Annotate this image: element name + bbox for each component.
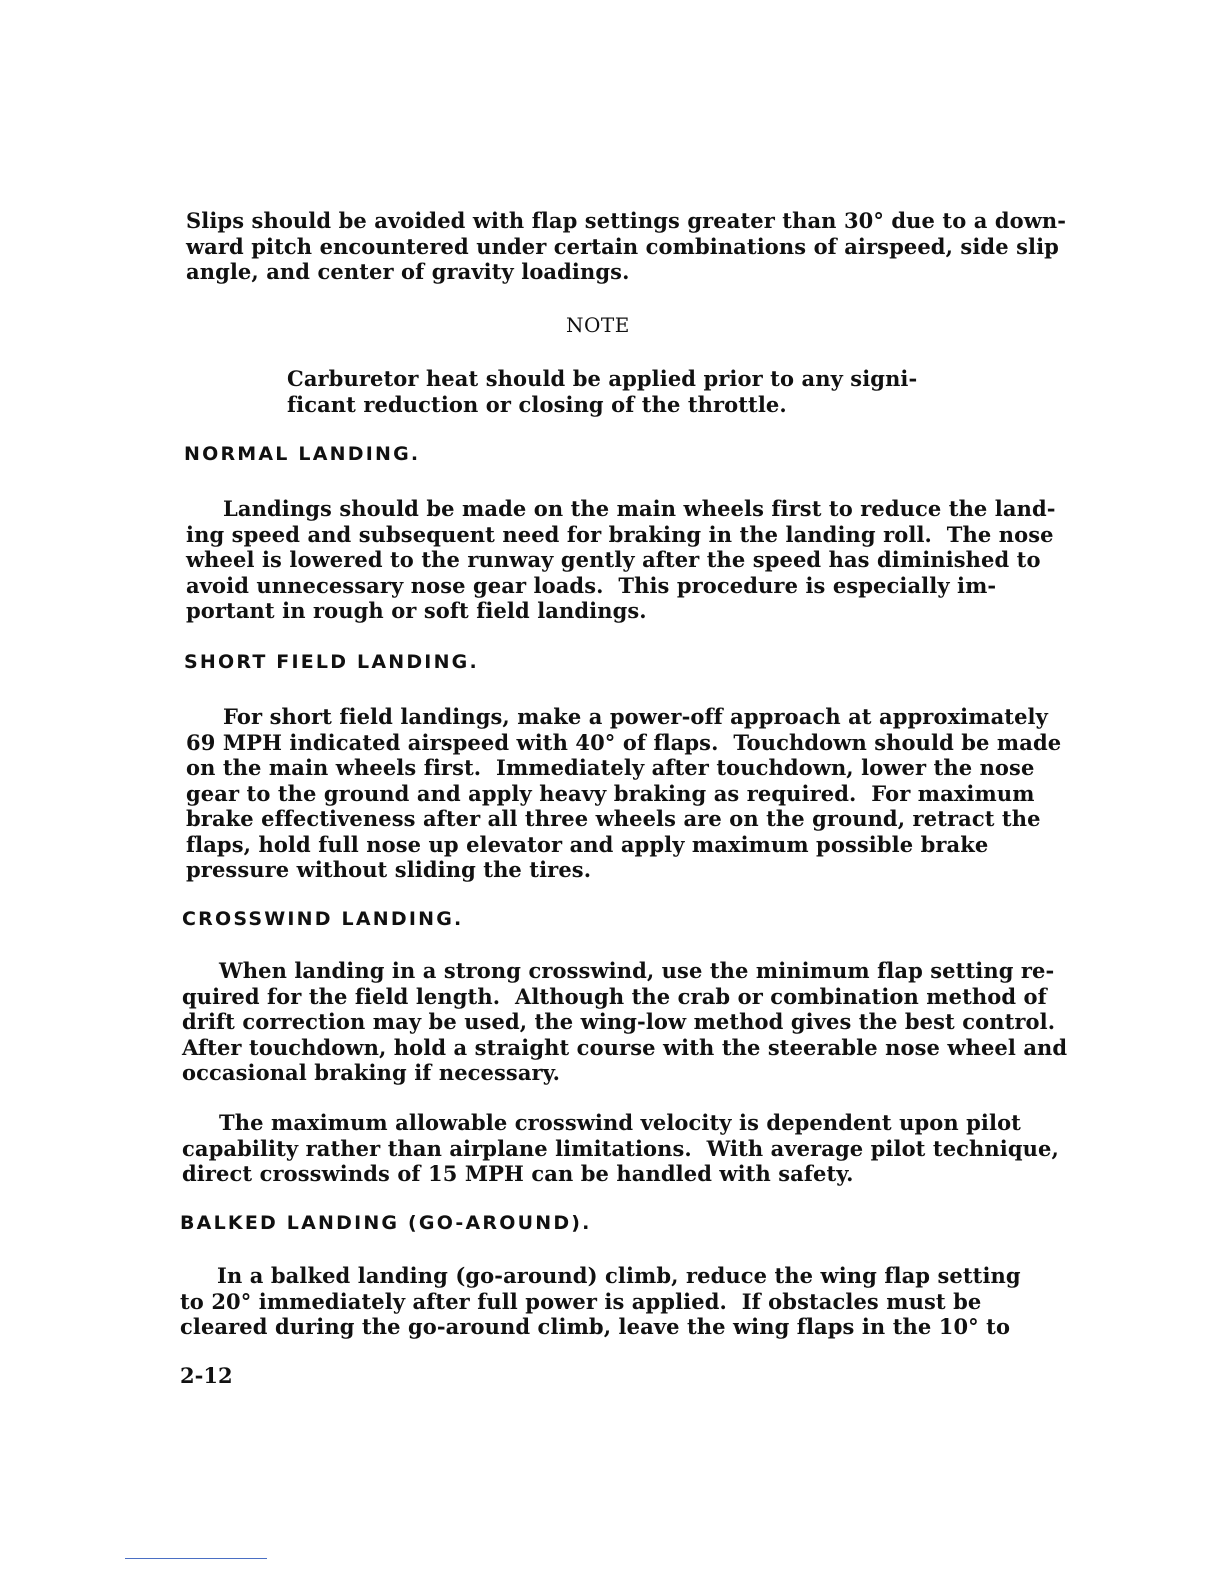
paragraph-line: After touchdown, hold a straight course with the steerable nose wheel and: [182, 1034, 1068, 1060]
paragraph-line: occasional braking if necessary.: [182, 1060, 561, 1085]
page-number: 2-12: [180, 1363, 233, 1388]
intro-paragraph: [186, 208, 1067, 285]
paragraph-line: pressure without sliding the tires.: [186, 857, 592, 882]
paragraph-line: For short field landings, make a power-off approach at approximately: [186, 704, 1048, 729]
paragraph-line: ing speed and subsequent need for braking in the landing roll. The nose: [186, 521, 1054, 547]
paragraph-line: In a balked landing (go-around) climb, reduce the wing flap setting: [180, 1263, 1021, 1288]
short-field-landing-paragraph: [186, 704, 1062, 883]
paragraph-line: flaps, hold full nose up elevator and apply maximum possible brake: [186, 831, 989, 857]
paragraph-line: wheel is lowered to the runway gently after the speed has diminished to: [186, 547, 1041, 572]
crosswind-landing-paragraph-1: [182, 958, 1068, 1086]
balked-landing-paragraph: [180, 1263, 1050, 1340]
paragraph-line: capability rather than airplane limitations. With average pilot technique,: [182, 1135, 1059, 1161]
paragraph-line: direct crosswinds of 15 MPH can be handled with safety.: [182, 1161, 854, 1186]
paragraph-line: When landing in a strong crosswind, use the minimum flap setting re-: [182, 958, 1055, 983]
note-line: ficant reduction or closing of the throttle.: [287, 391, 787, 417]
paragraph-line: quired for the field length. Although the crab or combination method of: [182, 983, 1047, 1009]
intro-line: Slips should be avoided with flap settings greater than 30° due to a down-: [186, 208, 1067, 233]
paragraph-line: on the main wheels first. Immediately after touchdown, lower the nose: [186, 755, 1035, 780]
paragraph-line: avoid unnecessary nose gear loads. This procedure is especially im-: [186, 572, 997, 598]
section-heading-short-field-landing: SHORT FIELD LANDING.: [184, 651, 479, 673]
section-heading-normal-landing: NORMAL LANDING.: [184, 443, 421, 465]
normal-landing-paragraph: [186, 496, 1056, 624]
note-line: Carburetor heat should be applied prior to any signi-: [287, 366, 918, 391]
paragraph-line: brake effectiveness after all three wheels are on the ground, retract the: [186, 806, 1041, 831]
paragraph-line: 69 MPH indicated airspeed with 40° of flaps. Touchdown should be made: [186, 729, 1062, 755]
crosswind-landing-paragraph-2: [182, 1110, 1059, 1187]
section-heading-crosswind-landing: CROSSWIND LANDING.: [182, 908, 464, 930]
paragraph-line: gear to the ground and apply heavy braking as required. For maximum: [186, 780, 1035, 806]
paragraph-line: Landings should be made on the main wheels first to reduce the land-: [186, 496, 1056, 521]
intro-line: angle, and center of gravity loadings.: [186, 259, 630, 284]
section-heading-balked-landing: BALKED LANDING (GO-AROUND).: [180, 1212, 592, 1234]
intro-line: ward pitch encountered under certain combinations of airspeed, side slip: [186, 233, 1059, 259]
paragraph-line: drift correction may be used, the wing-low method gives the best control.: [182, 1009, 1056, 1034]
paragraph-line: to 20° immediately after full power is applied. If obstacles must be: [180, 1288, 982, 1314]
footer-rule: [125, 1558, 267, 1559]
paragraph-line: portant in rough or soft field landings.: [186, 598, 647, 623]
paragraph-line: cleared during the go-around climb, leave the wing flaps in the 10° to: [180, 1314, 1011, 1339]
paragraph-line: The maximum allowable crosswind velocity is dependent upon pilot: [182, 1110, 1021, 1135]
note-paragraph: [287, 366, 987, 417]
note-label: NOTE: [566, 313, 630, 337]
